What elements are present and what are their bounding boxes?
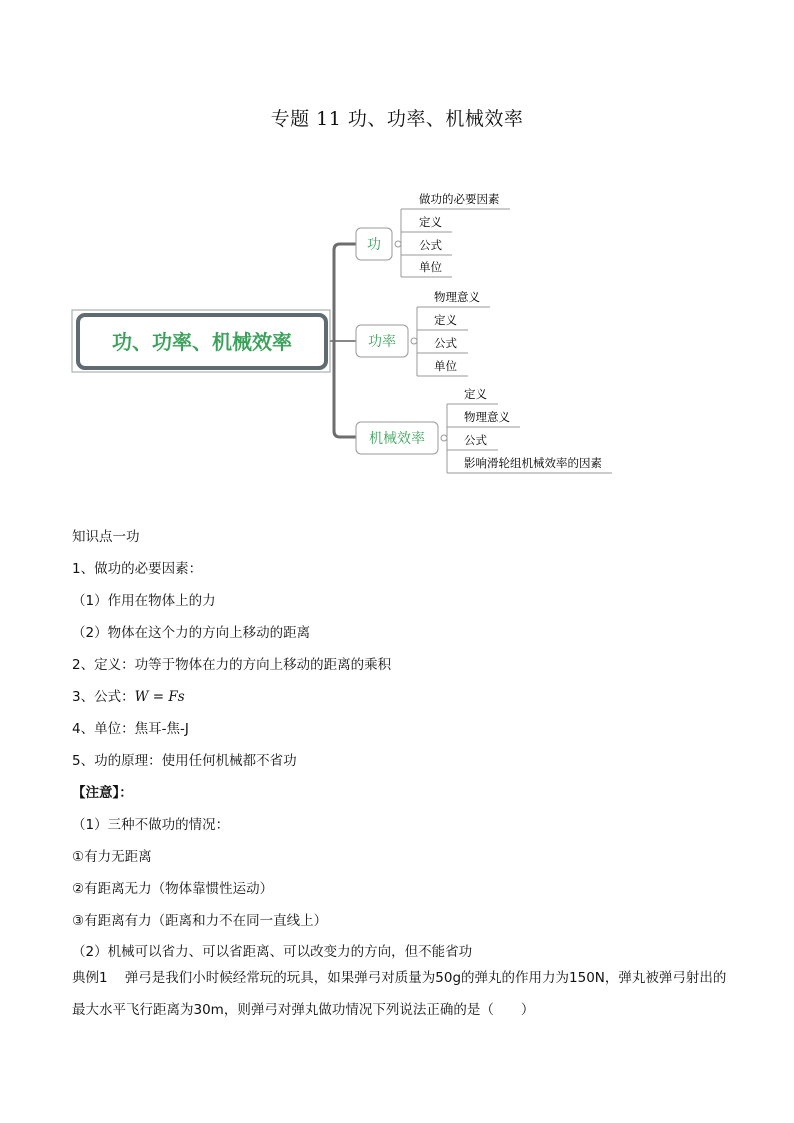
leaf-label: 定义 [434, 313, 457, 327]
list-item: 4、单位：焦耳-焦-J [72, 721, 189, 737]
leaf-label: 定义 [419, 215, 442, 229]
notice-heading: 【注意】： [72, 785, 133, 801]
branch-gonglv [356, 290, 490, 376]
leaf-label: 公式 [419, 238, 442, 252]
branch-label: 机械效率 [369, 431, 425, 447]
leaf-label: 单位 [434, 359, 457, 373]
list-item: （1）三种不做功的情况： [72, 817, 230, 833]
leaf-label: 单位 [419, 260, 442, 274]
list-item: （1）作用在物体上的力 [72, 593, 216, 609]
list-item: （2）物体在这个力的方向上移动的距离 [72, 625, 311, 641]
leaf-label: 影响滑轮组机械效率的因素 [464, 456, 602, 470]
leaf-label: 公式 [464, 433, 487, 447]
list-item: （2）机械可以省力、可以省距离、可以改变力的方向，但不能省功 [72, 944, 473, 960]
formula-label: 3、公式： [72, 689, 135, 705]
example-label: 典例1 [72, 970, 108, 986]
leaf-label: 做功的必要因素 [419, 192, 500, 206]
list-item: 1、做功的必要因素： [72, 561, 203, 577]
example-text: 弹弓是我们小时候经常玩的玩具，如果弹弓对质量为50g的弹丸的作用力为150N，弹丸被弹弓射出的最大水平飞行距离为30m，则弹弓对弹丸做功情况下列说法正确的是（ ） [72, 970, 727, 1018]
page-title: 专题 11 功、功率、机械效率 [270, 108, 524, 130]
list-item: 2、定义：功等于物体在力的方向上移动的距离的乘积 [72, 657, 392, 673]
list-item: ②有距离无力（物体靠惯性运动） [72, 881, 274, 897]
collapse-toggle-icon[interactable] [411, 338, 417, 344]
branch-label: 功率 [368, 334, 396, 350]
branch-jixiexiaolv [356, 387, 612, 473]
mind-map [0, 0, 794, 520]
leaf-label: 公式 [434, 336, 457, 350]
section-heading: 知识点一功 [72, 529, 140, 545]
branch-gong [356, 192, 510, 277]
example-question [72, 962, 732, 1026]
list-item: ③有距离有力（距离和力不在同一直线上） [72, 913, 328, 929]
formula: W = Fs [134, 689, 185, 705]
list-item [72, 685, 185, 705]
root-node-label: 功、功率、机械效率 [112, 330, 292, 354]
collapse-toggle-icon[interactable] [441, 435, 447, 441]
leaf-label: 物理意义 [434, 290, 480, 304]
list-item: ①有力无距离 [72, 849, 152, 865]
collapse-toggle-icon[interactable] [395, 241, 401, 247]
leaf-label: 定义 [464, 387, 487, 401]
leaf-label: 物理意义 [464, 410, 510, 424]
branch-label: 功 [367, 237, 381, 253]
list-item: 5、功的原理：使用任何机械都不省功 [72, 753, 297, 769]
